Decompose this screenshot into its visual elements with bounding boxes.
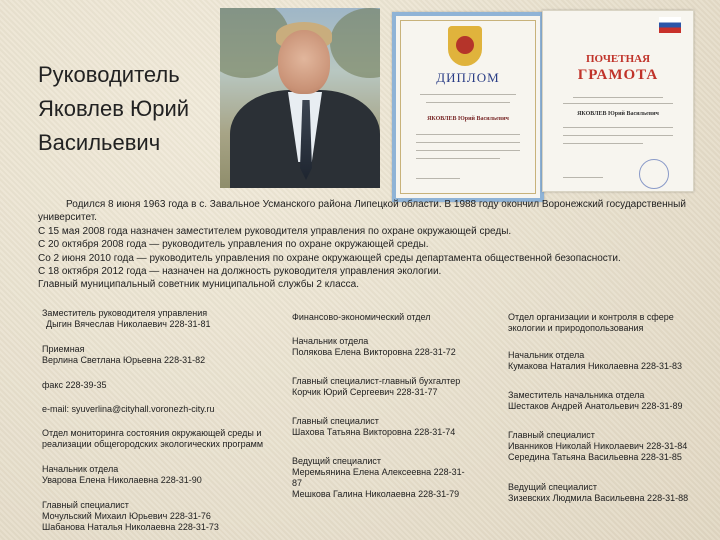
portrait-photo [220, 8, 380, 188]
title-line-surname: Яковлев Юрий [38, 96, 190, 121]
coat-of-arms-icon [448, 26, 482, 66]
honorary-certificate [542, 10, 694, 192]
title-line-patronymic: Васильевич [38, 130, 161, 155]
bio-paragraph: С 18 октября 2012 года — назначен на должность руководителя управления экологии. [38, 266, 442, 278]
gramota-title: ПОЧЕТНАЯ ГРАМОТА [577, 53, 659, 83]
contact-block: Заместитель начальника отдела Шестаков Андрей Анатольевич 228-31-89 [508, 390, 683, 411]
contact-block: Начальник отдела Полякова Елена Викторовна 228-31-72 [292, 336, 456, 357]
diploma-certificate [392, 12, 544, 202]
contact-block: Приемная Верлина Светлана Юрьевна 228-31-82 [42, 344, 206, 365]
bio-paragraph: Родился 8 июня 1963 года в с. Завальное Усманского района Липецкой области. В 1988 году окончил Воронежский государственный университет. [38, 199, 686, 224]
gramota-recipient: ЯКОВЛЕВ Юрий Васильевич [577, 111, 659, 117]
contact-block: факс 228-39-35 [42, 380, 107, 390]
diploma-recipient: ЯКОВЛЕВ Юрий Васильевич [427, 116, 509, 122]
bio-paragraph: С 15 мая 2008 года назначен заместителем руководителя управления по охране окружающей среды. [38, 225, 512, 237]
department-title: Отдел организации и контроля в сфере экологии и природопользования [508, 312, 674, 333]
bio-paragraph: Со 2 июня 2010 года — руководитель управления по охране окружающей среды департамента общественной безопасности. [38, 252, 621, 264]
contact-block: Начальник отдела Кумакова Наталия Николаевна 228-31-83 [508, 350, 682, 371]
stamp-icon [639, 159, 669, 189]
biography [38, 198, 708, 292]
contact-block: Главный специалист Мочульский Михаил Юрьевич 228-31-76 Шабанова Наталья Николаевна 228-31-73 [42, 500, 219, 532]
bio-paragraph: Главный муниципальный советник муниципальной службы 2 класса. [38, 279, 359, 291]
contact-block: Заместитель руководителя управления Дыгин Вячеслав Николаевич 228-31-81 [42, 308, 211, 329]
contact-block: Главный специалист Иванников Николай Николаевич 228-31-84 Середина Татьяна Васильевна 228-31-85 [508, 430, 688, 462]
diploma-title: ДИПЛОМ [436, 70, 500, 85]
contact-block: Начальник отдела Уварова Елена Николаевна 228-31-90 [42, 464, 202, 485]
contact-block: Ведущий специалист Зизевских Людмила Васильевна 228-31-88 [508, 482, 689, 503]
page-title [38, 58, 218, 160]
contact-block: Главный специалист Шахова Татьяна Викторовна 228-31-74 [292, 416, 456, 437]
contact-block: Ведущий специалист Меремьянина Елена Алексеевна 228-31- 87 Мешкова Галина Николаевна 228-31-79 [292, 456, 465, 499]
department-title: Финансово-экономический отдел [292, 312, 431, 322]
contact-block: Отдел мониторинга состояния окружающей среды и реализации общегородских экологических программ [42, 428, 264, 449]
contact-email[interactable]: e-mail: syuverlina@cityhall.voronezh-city.ru [42, 404, 215, 414]
contact-block: Главный специалист-главный бухгалтер Корчик Юрий Сергеевич 228-31-77 [292, 376, 461, 397]
title-line-position: Руководитель [38, 62, 180, 87]
party-logo-icon [659, 17, 681, 33]
bio-paragraph: С 20 октября 2008 года — руководитель управления по охране окружающей среды. [38, 239, 429, 251]
